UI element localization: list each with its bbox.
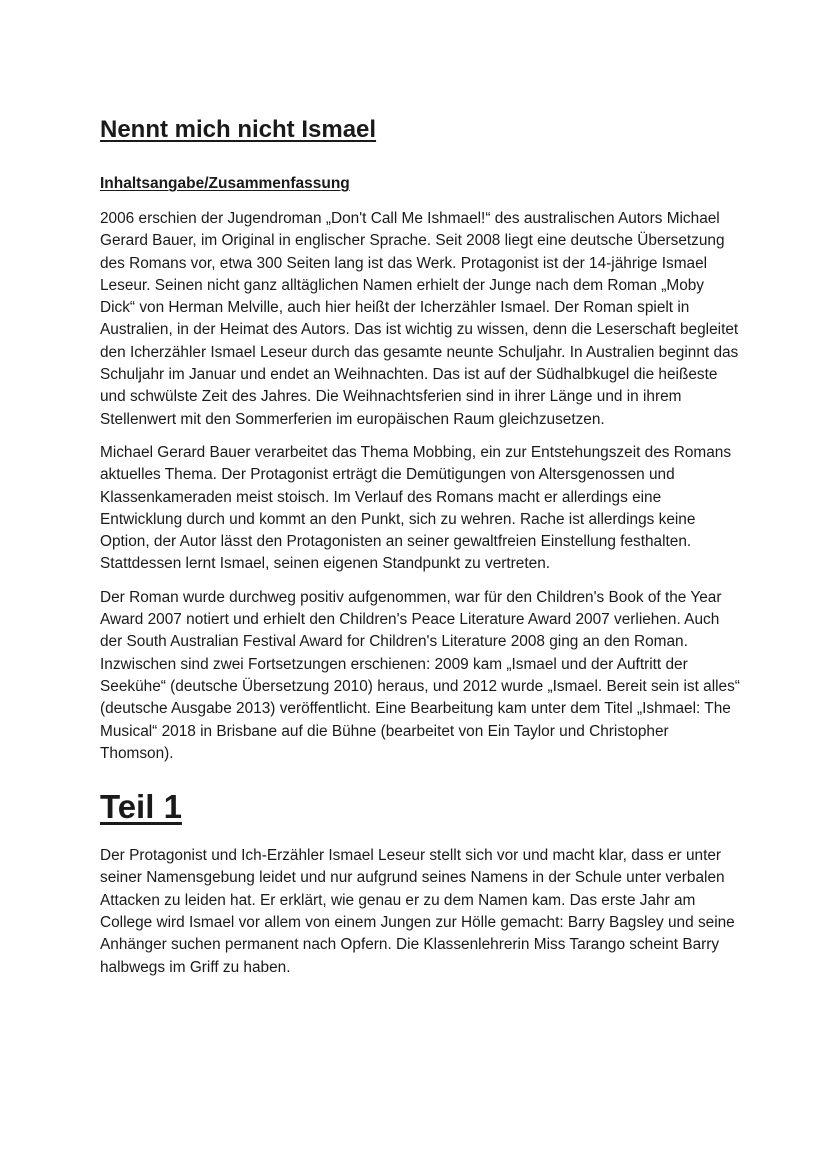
- paragraph-reception: Der Roman wurde durchweg positiv aufgenommen, war für den Children's Book of the Year Award 2007 notiert und erhielt den Children's Peace Literature Award 2007 verliehen. Auch der South Australian Festival Award for Children's Literature 2008 ging an den Roman. Inzwischen sind zwei Fortsetzungen erschienen: 2009 kam „Ismael und der Auftritt der Seekühe“ (deutsche Übersetzung 2010) heraus, und 2012 wurde „Ismael. Bereit sein ist alles“ (deutsche Ausgabe 2013) veröffentlicht. Eine Bearbeitung kam unter dem Titel „Ishmael: The Musical“ 2018 in Brisbane auf die Bühne (bearbeitet von Ein Taylor und Christopher Thomson).: [100, 588, 740, 762]
- document-page: [100, 112, 740, 990]
- paragraph-intro: 2006 erschien der Jugendroman „Don't Call Me Ishmael!“ des australischen Autors Michael Gerard Bauer, im Original in englischer Sprache. Seit 2008 liegt eine deutsche Übersetzung des Romans vor, etwa 300 Seiten lang ist das Werk. Protagonist ist der 14-jährige Ismael Leseur. Seinen nicht ganz alltäglichen Namen erhielt der Junge nach dem Roman „Moby Dick“ von Herman Melville, auch hier heißt der Icherzähler Ismael. Der Roman spielt in Australien, in der Heimat des Autors. Das ist wichtig zu wissen, denn die Leserschaft begleitet den Icherzähler Ismael Leseur durch das gesamte neunte Schuljahr. In Australien beginnt das Schuljahr im Januar und endet an Weihnachten. Das ist auf der Südhalbkugel die heißeste und schwülste Zeit des Jahres. Die Weihnachtsferien sind in ihrer Länge und in ihrem Stellenwert mit den Sommerferien im europäischen Raum gleichzusetzen.: [100, 210, 739, 428]
- paragraph-theme: Michael Gerard Bauer verarbeitet das Thema Mobbing, ein zur Entstehungszeit des Romans aktuelles Thema. Der Protagonist erträgt die Demütigungen von Altersgenossen und Klassenkameraden meist stoisch. Im Verlauf des Romans macht er allerdings eine Entwicklung durch und kommt an den Punkt, sich zu wehren. Rache ist allerdings keine Option, der Autor lässt den Protagonisten an seiner gewaltfreien Einstellung festhalten. Stattdessen lernt Ismael, seinen eigenen Standpunkt zu vertreten.: [100, 443, 732, 573]
- page-title: Nennt mich nicht Ismael: [100, 116, 377, 143]
- section-title-teil-1: Teil 1: [100, 788, 182, 826]
- document-subtitle: Inhaltsangabe/Zusammenfassung: [100, 175, 350, 192]
- paragraph-teil-1: Der Protagonist und Ich-Erzähler Ismael Leseur stellt sich vor und macht klar, dass er unter seiner Namensgebung leidet und nur aufgrund seines Namens in der Schule unter verbalen Attacken zu leiden hat. Er erklärt, wie genau er zu dem Namen kam. Das erste Jahr am College wird Ismael vor allem von einem Jungen zur Hölle gemacht: Barry Bagsley und seine Anhänger suchen permanent nach Opfern. Die Klassenlehrerin Miss Tarango scheint Barry halbwegs im Griff zu haben.: [100, 847, 735, 976]
